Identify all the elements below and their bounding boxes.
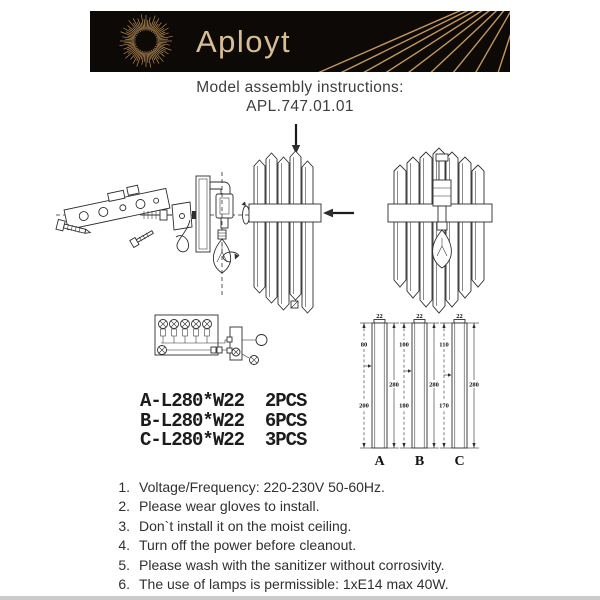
sunburst-logo-icon: [106, 11, 188, 72]
instruction-text: Please wash with the sanitizer without corrosivity.: [139, 556, 445, 573]
brand-name: Aployt: [196, 24, 292, 59]
svg-text:280: 280: [429, 381, 439, 389]
part-row: A-L280*W22 2PCS: [140, 390, 307, 412]
wiring-diagram: [135, 300, 305, 395]
svg-text:80: 80: [360, 341, 368, 349]
instruction-item: [112, 536, 532, 555]
instruction-item: [112, 517, 532, 536]
corner-rays-decoration: [300, 11, 510, 72]
exploded-view-diagram: [56, 172, 256, 296]
instruction-number: 4.: [118, 537, 130, 554]
instruction-text: Please wear gloves to install.: [139, 498, 320, 515]
svg-text:200: 200: [359, 402, 369, 410]
insert-arrow: [323, 209, 354, 218]
instruction-number: 6.: [118, 576, 130, 593]
svg-text:22: 22: [416, 313, 423, 320]
rods-dimension-diagram: [350, 310, 510, 472]
instruction-item: [112, 556, 532, 575]
rod-c-diagram: [438, 313, 481, 469]
svg-text:22: 22: [376, 313, 383, 320]
svg-text:A: A: [374, 454, 385, 469]
header-bar: [90, 11, 510, 72]
svg-text:280: 280: [389, 381, 399, 389]
assembled-lamp-diagram: [388, 148, 492, 313]
instruction-text: Voltage/Frequency: 220-230V 50-60Hz.: [139, 479, 385, 495]
assembly-diagram: [20, 110, 580, 315]
svg-text:B: B: [414, 454, 425, 469]
parts-list: [140, 392, 306, 451]
instruction-item: [112, 497, 532, 516]
shade-detail-diagram: [249, 124, 321, 313]
instructions-list: [112, 478, 532, 594]
title-line: Model assembly instructions:: [196, 79, 404, 96]
svg-text:180: 180: [399, 402, 409, 410]
svg-text:22: 22: [456, 313, 463, 320]
rod-b-diagram: [398, 313, 441, 469]
part-row: B-L280*W22 6PCS: [140, 409, 307, 432]
part-row: C-L280*W22 3PCS: [140, 429, 307, 451]
instruction-number: 5.: [118, 556, 130, 573]
instruction-item: [112, 575, 532, 594]
instruction-text: The use of lamps is permissible: 1xE14 max 40W.: [139, 576, 449, 593]
svg-text:110: 110: [439, 341, 449, 349]
instruction-text: Turn off the power before cleanout.: [139, 537, 357, 554]
rod-a-diagram: [358, 313, 401, 469]
svg-text:100: 100: [399, 341, 409, 349]
instruction-number: 3.: [118, 517, 130, 534]
svg-text:C: C: [454, 454, 465, 469]
svg-text:280: 280: [469, 381, 479, 389]
page-bottom-edge: [0, 596, 600, 600]
instruction-text: Don`t install it on the moist ceiling.: [139, 517, 352, 534]
instruction-number: 1.: [118, 479, 130, 495]
instruction-number: 2.: [118, 498, 130, 515]
instruction-item: [112, 478, 532, 497]
svg-text:170: 170: [439, 402, 449, 410]
model-number: APL.747.01.01: [246, 98, 354, 115]
